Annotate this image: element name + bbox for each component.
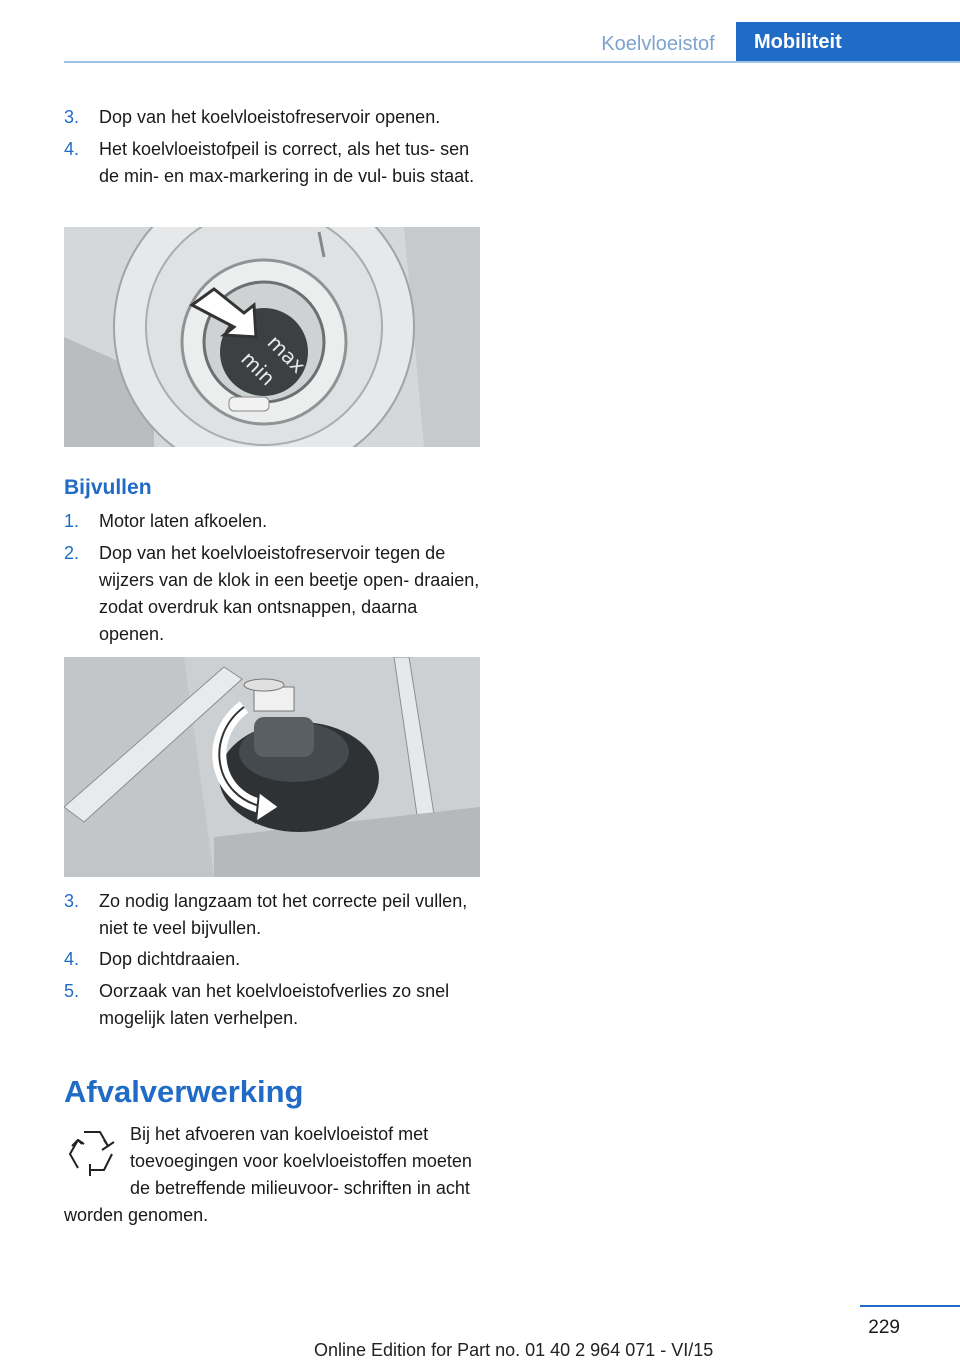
section-heading-refill: Bijvullen bbox=[64, 476, 152, 499]
refill-step-5 bbox=[64, 978, 484, 1032]
max-mark: max bbox=[262, 330, 311, 378]
step-number: 5. bbox=[64, 981, 80, 1001]
step-text: Dop van het koelvloeistofreservoir tegen de wijzers van de klok in een beetje open- draaien, zodat overdruk kan ontsnappen, daarna openen. bbox=[99, 543, 480, 644]
section-heading-disposal: Afvalverwerking bbox=[64, 1074, 304, 1109]
step-text: Dop van het koelvloeistofreservoir openen. bbox=[99, 107, 441, 127]
reservoir-cap-illustration bbox=[64, 657, 480, 877]
step-text: Motor laten afkoelen. bbox=[99, 511, 268, 531]
header-rule bbox=[64, 61, 960, 63]
refill-step-3 bbox=[64, 888, 484, 942]
step-number: 2. bbox=[64, 543, 80, 563]
refill-step-2 bbox=[64, 540, 484, 648]
min-mark: min bbox=[236, 346, 280, 391]
edition-note: Online Edition for Part no. 01 40 2 964 071 - VI/15 bbox=[314, 1340, 714, 1360]
disposal-text: Bij het afvoeren van koelvloeistof met toevoegingen voor koelvloeistoffen moeten de betreffende milieuvoor- schriften in acht worden genomen. bbox=[64, 1124, 472, 1225]
refill-step-4 bbox=[64, 946, 484, 973]
page-number: 229 bbox=[868, 1317, 900, 1338]
header-chapter-tab[interactable]: Mobiliteit bbox=[736, 22, 960, 62]
step-number: 4. bbox=[64, 949, 80, 969]
header-section-tab[interactable]: Koelvloeistof bbox=[601, 33, 715, 55]
filler-neck-illustration bbox=[64, 227, 480, 447]
step-text: Zo nodig langzaam tot het correcte peil vullen, niet te veel bijvullen. bbox=[99, 891, 468, 938]
step-4-level-check bbox=[64, 136, 484, 190]
refill-step-1 bbox=[64, 508, 484, 535]
step-3-open-cap bbox=[64, 104, 484, 131]
step-text: Oorzaak van het koelvloeistofverlies zo snel mogelijk laten verhelpen. bbox=[99, 981, 450, 1028]
step-text: Het koelvloeistofpeil is correct, als het tus- sen de min- en max-markering in de vul- buis staat. bbox=[99, 139, 475, 186]
step-number: 3. bbox=[64, 891, 80, 911]
footer-rule bbox=[860, 1305, 960, 1307]
step-number: 3. bbox=[64, 107, 80, 127]
step-number: 4. bbox=[64, 139, 80, 159]
disposal-paragraph bbox=[64, 1121, 484, 1229]
step-number: 1. bbox=[64, 511, 80, 531]
step-text: Dop dichtdraaien. bbox=[99, 949, 241, 969]
